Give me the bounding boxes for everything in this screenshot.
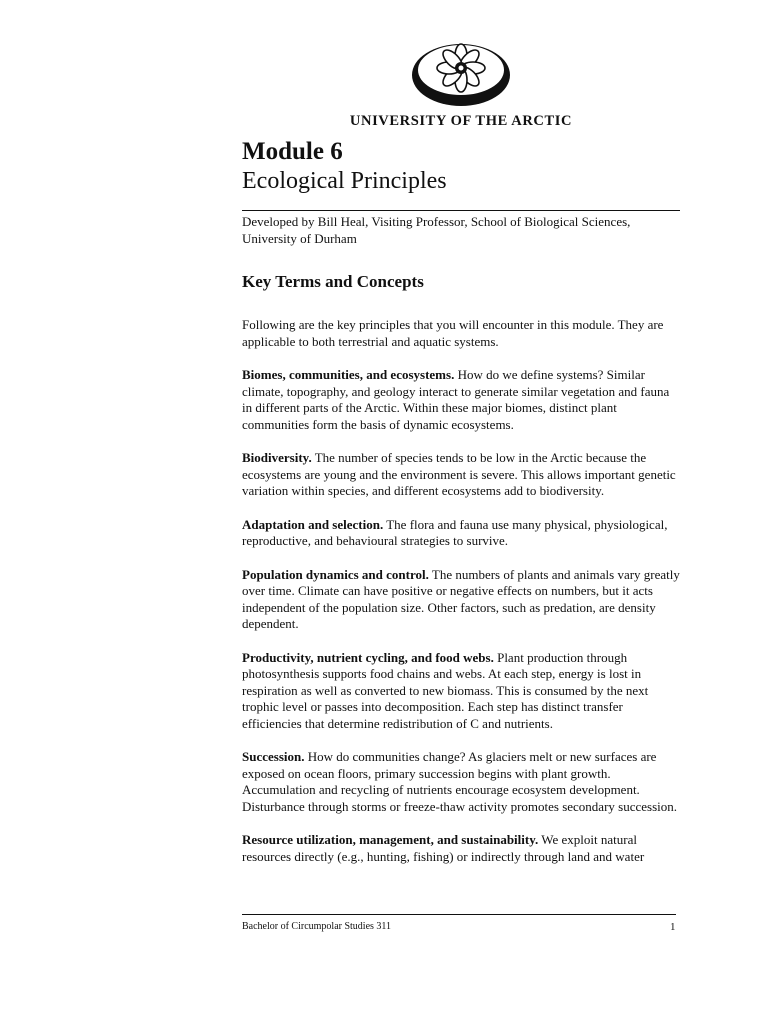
header-divider <box>242 210 680 211</box>
term-label: Productivity, nutrient cycling, and food webs. <box>242 649 494 665</box>
term-label: Adaptation and selection. <box>242 516 384 532</box>
term-description: Plant production through photosynthesis supports food chains and webs. At each step, energy is lost in respiration as well as converted to new biomass. This is consumed by the next trophic level or passes into decomposition. Each step has distinct transfer efficiencies that determine redistribution of C and nutrients. <box>242 649 649 731</box>
footer-course-title: Bachelor of Circumpolar Studies 311 <box>242 921 392 932</box>
flower-emblem-icon <box>411 42 511 106</box>
term-label: Biomes, communities, and ecosystems. <box>242 367 455 382</box>
term-description: We exploit natural resources directly (e.g., hunting, fishing) or indirectly through land and water <box>242 832 645 864</box>
module-subtitle: Ecological Principles <box>242 168 447 194</box>
author-credits: Developed by Bill Heal, Visiting Professor, School of Biological Sciences, University of Durham <box>242 214 631 246</box>
term-label: Succession. <box>242 749 305 764</box>
term-description: How do we define systems? Similar climate, topography, and geology interact to generate similar vegetation and fauna in different parts of the Arctic. Within these major biomes, distinct plant communities form the basis of dynamic ecosystems. <box>242 367 670 432</box>
term-paragraph <box>242 450 680 500</box>
term-description: The flora and fauna use many physical, physiological, reproductive, and behavioural strategies to survive. <box>242 516 668 548</box>
module-title: Module 6 <box>242 138 343 165</box>
term-paragraph <box>242 832 680 865</box>
term-label: Resource utilization, management, and sustainability. <box>242 832 539 847</box>
term-paragraph <box>242 567 680 633</box>
term-label: Population dynamics and control. <box>242 566 429 582</box>
term-paragraph <box>242 367 680 433</box>
university-name: UNIVERSITY OF THE ARCTIC <box>349 113 573 129</box>
term-paragraph <box>242 749 680 815</box>
term-paragraph <box>242 650 680 733</box>
term-label: Biodiversity. <box>242 450 312 465</box>
term-paragraph <box>242 517 680 550</box>
intro-paragraph: Following are the key principles that you will encounter in this module. They are applicable to both terrestrial and aquatic systems. <box>242 317 664 349</box>
page-number: 1 <box>670 921 676 933</box>
term-description: The number of species tends to be low in the Arctic because the ecosystems are young and the environment is severe. This allows important genetic variation within species, and different ecosystems add to biodiversity. <box>242 450 676 498</box>
term-description: The numbers of plants and animals vary greatly over time. Climate can have positive or negative effects on numbers, but it acts independent of the population size. Other factors, such as predation, are density dependent. <box>242 566 680 631</box>
term-description: How do communities change? As glaciers melt or new surfaces are exposed on ocean floors, primary succession begins with plant growth. Accumulation and recycling of nutrients encourage ecosystem development. Disturbance through storms or freeze-thaw activity promotes secondary succession. <box>242 749 678 814</box>
key-terms-body <box>242 317 680 882</box>
section-heading: Key Terms and Concepts <box>242 272 424 291</box>
footer-divider <box>242 914 676 915</box>
